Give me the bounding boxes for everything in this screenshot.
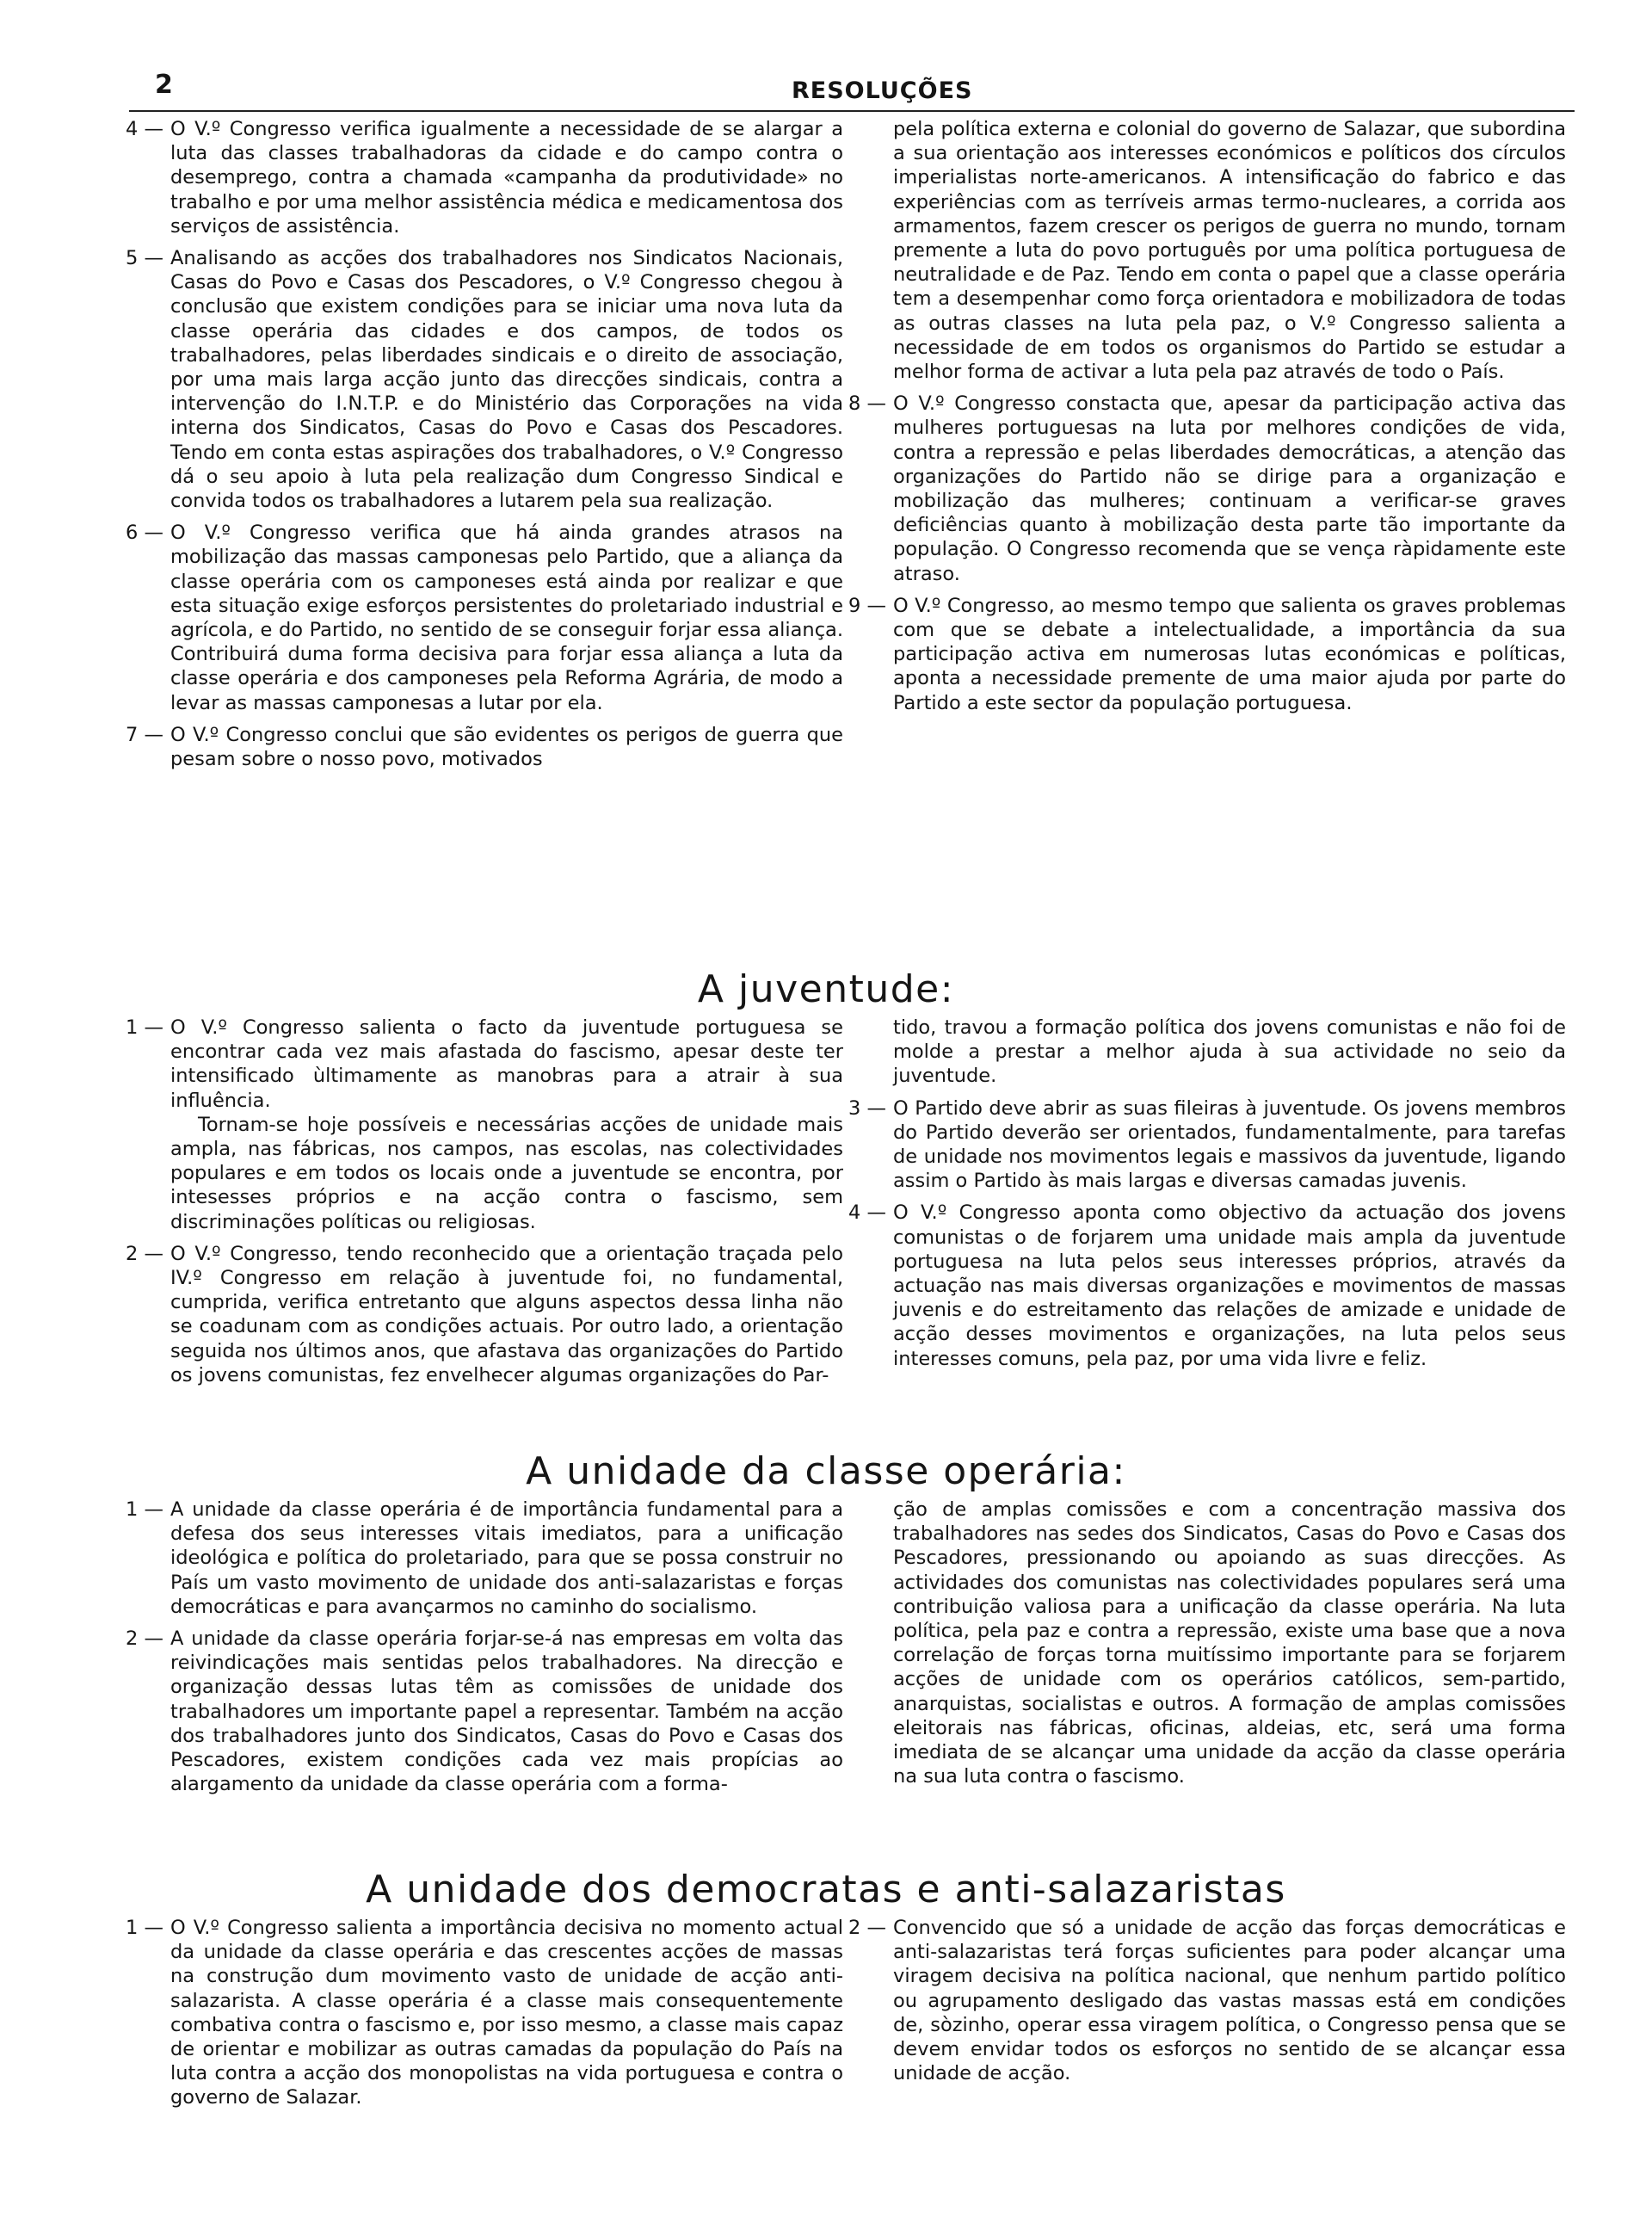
item-text: O Partido deve abrir as suas fileiras à juventude. Os jovens membros do Partido deverão ser orientados, fundamentalmente, para tarefas de unidade nos movimentos legais e massivos da juventude, ligando assim o Partido às mais largas e diversas camadas juvenis. xyxy=(893,1096,1566,1193)
item-text: O V.º Congresso constacta que, apesar da participação activa das mulheres portuguesas na luta por melhores condições de vida, contra a repressão e pelas liberdades democráticas, a atenção das organizações do Partido não se dirige para a organização e mobilização das mulheres; continuam a verificar-se graves deficiências quanto à mobilização desta parte tão importante da população. O Congresso recomenda que se vença ràpidamente este atraso. xyxy=(893,392,1566,585)
resolution-item-7-continued xyxy=(852,117,1566,384)
item-number: 2 — xyxy=(126,1242,163,1265)
item-number: 7 — xyxy=(126,723,163,746)
item-text: O V.º Congresso conclui que são evidentes os perigos de guerra que pesam sobre o nosso povo, motivados xyxy=(170,723,843,771)
item-text: ção de amplas comissões e com a concentração massiva dos trabalhadores nas sedes dos Sindicatos, Casas do Povo e Casas dos Pescadores, pressionando ou apoiando as suas direcções. As actividades dos comunistas nas colectividades populares será uma contribuição valiosa para a unificação da classe operária. Na luta política, pela paz e contra a repressão, existe uma base que a nova correlação de forças torna muitíssimo importante para se forjarem acções de unidade com os operários católicos, sem-partido, anarquistas, socialistas e outros. A formação de amplas comissões eleitorais nas fábricas, oficinas, aldeias, etc, será uma forma imediata de se alcançar uma unidade da acção da classe operária na sua luta contra o fascismo. xyxy=(893,1498,1566,1788)
section-title-juventude: A juventude: xyxy=(697,967,955,1011)
item-number: 9 — xyxy=(848,594,886,617)
juventude-item-4 xyxy=(848,1201,1566,1370)
item-text: O V.º Congresso salienta o facto da juventude portuguesa se encontrar cada vez mais afastada do fascismo, apesar deste ter intensificado ùltimamente as manobras para a atrair à sua influência. xyxy=(170,1016,843,1112)
democratas-right-column xyxy=(848,1916,1566,2093)
resolution-item-8 xyxy=(848,392,1566,586)
item-text: A unidade da classe operária forjar-se-á nas empresas em volta das reivindicações mais sentidas pelos trabalhadores. Na direcção e organização dessas lutas têm as comissões de unidade dos trabalhadores um importante papel a representar. Também na acção dos trabalhadores junto dos Sindicatos, Casas do Povo e Casas dos Pescadores, existem condições cada vez mais propícias ao alargamento da unidade da classe operária com a forma- xyxy=(170,1627,843,1796)
juventude-item-1 xyxy=(126,1016,843,1234)
democratas-left-column xyxy=(126,1916,843,2118)
resolution-item-6 xyxy=(126,521,843,715)
item-number: 4 — xyxy=(848,1201,886,1225)
operaria-item-1 xyxy=(126,1498,843,1619)
juventude-item-3 xyxy=(848,1096,1566,1194)
democratas-item-2 xyxy=(848,1916,1566,2085)
item-text-paragraph-2: Tornam-se hoje possíveis e necessárias acções de unidade mais ampla, nas fábricas, nos campos, nas escolas, nas colectividades populares e em todos os locais onde a juventude se encontra, por intesesses próprios e na acção contra o fascismo, sem discriminações políticas ou religiosas. xyxy=(170,1113,843,1233)
resolution-item-9 xyxy=(848,594,1566,715)
item-number: 1 — xyxy=(126,1498,163,1521)
operaria-left-column xyxy=(126,1498,843,1804)
democratas-item-1 xyxy=(126,1916,843,2110)
item-number: 8 — xyxy=(848,392,886,416)
juventude-right-column xyxy=(848,1016,1566,1379)
top-right-column xyxy=(848,117,1566,723)
section-title-unidade-classe-operaria: A unidade da classe operária: xyxy=(526,1449,1126,1493)
item-text: O V.º Congresso, tendo reconhecido que a orientação traçada pelo IV.º Congresso em relação à juventude foi, no fundamental, cumprida, verifica entretanto que alguns aspectos dessa linha não se coadunam com as condições actuais. Por outro lado, a orientação seguida nos últimos anos, que afastava das organizações do Partido os jovens comunistas, fez envelhecer algumas organizações do Par- xyxy=(170,1242,843,1386)
item-number: 5 — xyxy=(126,247,163,270)
item-text: O V.º Congresso verifica igualmente a necessidade de se alargar a luta das classes trabalhadoras da cidade e do campo contra o desemprego, contra a chamada «campanha da produtividade» no trabalho e por uma melhor assistência médica e medicamentosa dos serviços de assistência. xyxy=(170,118,843,238)
juventude-item-2-continued xyxy=(852,1016,1566,1089)
item-number: 4 — xyxy=(126,118,163,140)
item-number: 1 — xyxy=(126,1917,163,1939)
item-text: O V.º Congresso salienta a importância decisiva no momento actual da unidade da classe operária e das crescentes acções de massas na construção dum movimento vasto de unidade de acção anti-salazarista. A classe operária é a classe mais consequentemente combativa contra o fascismo e, por isso mesmo, a classe mais capaz de orientar e mobilizar as outras camadas da população do País na luta contra a acção dos monopolistas na vida portuguesa e contra o governo de Salazar. xyxy=(170,1917,843,2109)
resolution-item-5 xyxy=(126,246,843,513)
juventude-item-2 xyxy=(126,1242,843,1387)
section-title-unidade-democratas: A unidade dos democratas e anti-salazaristas xyxy=(366,1868,1286,1911)
juventude-left-column xyxy=(126,1016,843,1395)
item-text: pela política externa e colonial do governo de Salazar, que subordina a sua orientação aos interesses económicos e políticos dos círculos imperialistas norte-americanos. A intensificação do fabrico e das experiências com as terríveis armas termo-nucleares, a corrida aos armamentos, fazem crescer os perigos de guerra no mundo, tornam premente a luta do povo português por uma política portuguesa de neutralidade e de Paz. Tendo em conta o papel que a classe operária tem a desempenhar como força orientadora e mobilizadora de todas as outras classes na luta pela paz, o V.º Congresso salienta a necessidade de em todos os organismos do Partido se estudar a melhor forma de activar a luta pela paz através de todo o País. xyxy=(893,118,1566,384)
operaria-item-2 xyxy=(126,1627,843,1796)
item-number: 6 — xyxy=(126,522,163,545)
resolution-item-4 xyxy=(126,117,843,238)
page-number: 2 xyxy=(155,70,173,100)
resolution-item-7 xyxy=(126,723,843,771)
item-text: Convencido que só a unidade de acção das forças democráticas e anti-salazaristas terá forças suficientes para poder alcançar uma viragem decisiva na política nacional, que nenhum partido político ou agrupamento desligado das vastas massas está em condições de, sòzinho, operar essa viragem política, o Congresso pensa que se devem envidar todos os esforços no sentido de se alcançar essa unidade de acção. xyxy=(893,1917,1566,2085)
operaria-right-column xyxy=(852,1498,1566,1796)
item-text: tido, travou a formação política dos jovens comunistas e não foi de molde a prestar a melhor ajuda à sua actividade no seio da juventude. xyxy=(893,1016,1566,1088)
running-title: RESOLUÇÕES xyxy=(792,77,973,104)
item-text: A unidade da classe operária é de importância fundamental para a defesa dos seus interesses vitais imediatos, para a unificação ideológica e política do proletariado, para que se possa construir no País um vasto movimento de unidade dos anti-salazaristas e forças democráticas e para avançarmos no caminho do socialismo. xyxy=(170,1498,843,1618)
item-text: Analisando as acções dos trabalhadores nos Sindicatos Nacionais, Casas do Povo e Casas dos Pescadores, o V.º Congresso chegou à conclusão que existem condições para se iniciar uma nova luta da classe operária das cidades e dos campos, de todos os trabalhadores, pelas liberdades sindicais e o direito de associação, por uma mais larga acção junto das direcções sindicais, contra a intervenção do I.N.T.P. e do Ministério das Corporações na vida interna dos Sindicatos, Casas do Povo e Casas dos Pescadores. Tendo em conta estas aspirações dos trabalhadores, o V.º Congresso dá o seu apoio à luta pela realização dum Congresso Sindical e convida todos os trabalhadores a lutarem pela sua realização. xyxy=(170,247,843,513)
item-text: O V.º Congresso verifica que há ainda grandes atrasos na mobilização das massas camponesas pelo Partido, que a aliança da classe operária com os camponeses está ainda por realizar e que esta situação exige esforços persistentes do proletariado industrial e agrícola, e do Partido, no sentido de se conseguir forjar essa aliança. Contribuirá duma forma decisiva para forjar essa aliança a luta da classe operária e dos camponeses pela Reforma Agrária, de modo a levar as massas camponesas a lutar por ela. xyxy=(170,522,843,714)
item-number: 2 — xyxy=(126,1627,163,1651)
operaria-item-2-continued xyxy=(852,1498,1566,1788)
header-rule xyxy=(129,110,1575,112)
item-number: 2 — xyxy=(848,1917,886,1939)
top-left-column xyxy=(126,117,843,779)
item-number: 3 — xyxy=(848,1096,886,1120)
item-text: O V.º Congresso, ao mesmo tempo que salienta os graves problemas com que se debate a intelectualidade, a importância da sua participação activa em numerosas lutas económicas e políticas, aponta a necessidade premente de uma maior ajuda por parte do Partido a este sector da população portuguesa. xyxy=(893,594,1566,714)
item-text: O V.º Congresso aponta como objectivo da actuação dos jovens comunistas o de forjarem uma unidade mais ampla da juventude portuguesa na luta pelos seus interesses próprios, através da actuação nas mais diversas organizações e movimentos de massas juvenis e do estreitamento das relações de amizade e unidade de acção desses movimentos e organizações, na luta pelos seus interesses comuns, pela paz, por uma vida livre e feliz. xyxy=(893,1201,1566,1370)
item-number: 1 — xyxy=(126,1016,163,1039)
